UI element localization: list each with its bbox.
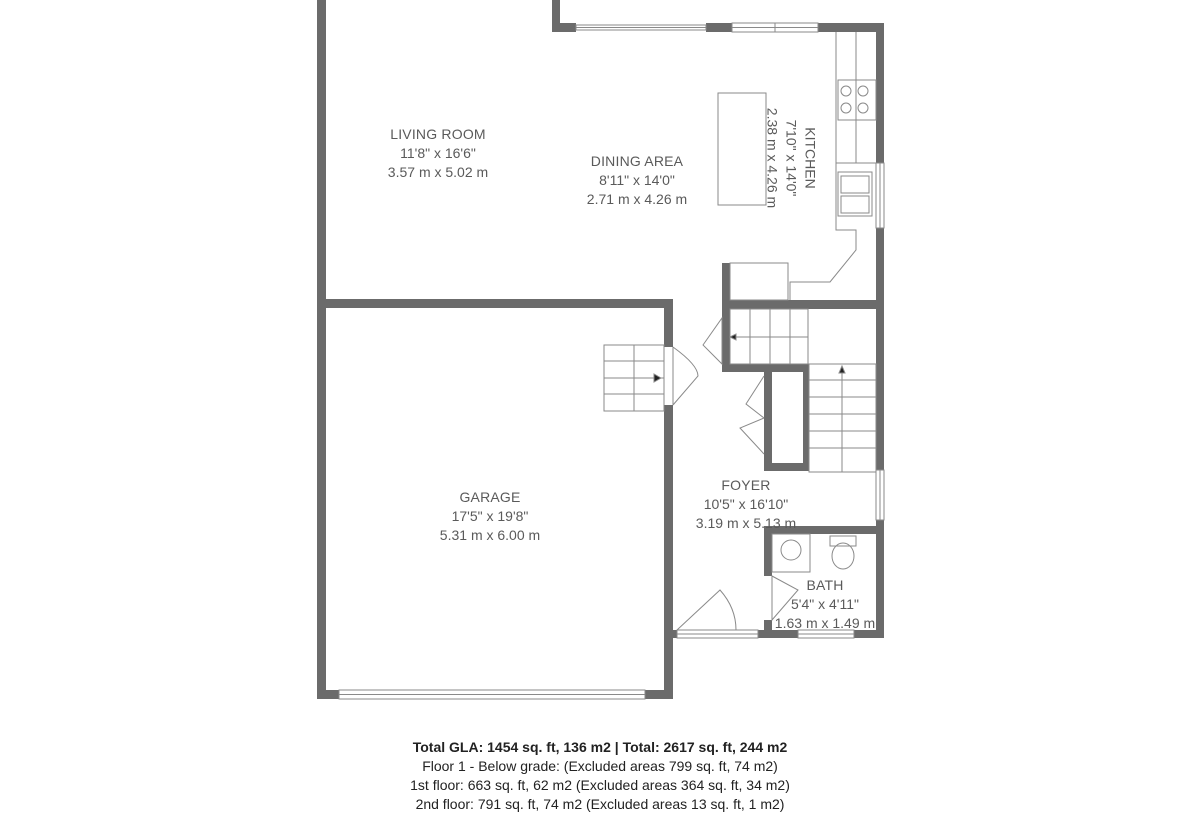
wall-top-left — [552, 23, 576, 32]
stairs-main — [809, 364, 876, 472]
wall-garage-right — [664, 299, 673, 347]
wall-closet-right — [803, 364, 809, 470]
room-dim-metric: 2.38 m x 4.26 m — [764, 107, 781, 209]
summary-total: Total GLA: 1454 sq. ft, 136 m2 | Total: 2617 sq. ft, 244 m2 — [412, 739, 788, 755]
room-dim-imperial: 7'10" x 14'0" — [783, 119, 800, 197]
stairs-upper — [703, 309, 808, 364]
room-label-bath — [775, 576, 875, 633]
door-garage-foyer — [673, 347, 698, 405]
wall-kitchen-bottom — [722, 300, 884, 309]
wall-stair-bottom — [722, 364, 808, 372]
door-closet-1 — [746, 376, 764, 418]
wall-foyer-bottom-left — [673, 630, 677, 638]
stove — [838, 80, 876, 120]
room-dim-imperial: 10'5" x 16'10" — [703, 496, 789, 512]
room-label-dining-area — [587, 152, 687, 209]
bath-fixtures — [772, 534, 856, 572]
toilet-tank — [830, 536, 856, 546]
wall-right-mid — [876, 228, 884, 470]
room-dim-metric: 3.19 m x 5.13 m — [695, 515, 797, 531]
room-name: LIVING ROOM — [390, 126, 486, 142]
toilet-bowl — [832, 543, 854, 569]
room-label-foyer — [696, 476, 796, 533]
room-dim-metric: 2.71 m x 4.26 m — [586, 191, 688, 207]
room-dim-imperial: 11'8" x 16'6" — [400, 145, 476, 161]
wall-right-upper — [876, 23, 884, 163]
wall-closet-left — [764, 372, 772, 470]
kitchen-sink — [838, 172, 872, 216]
kitchen-island — [718, 93, 766, 205]
wall-top-right — [818, 23, 884, 32]
room-dim-metric: 5.31 m x 6.00 m — [439, 527, 541, 543]
wall-garage-right-lower — [664, 405, 673, 699]
stairs-garage — [604, 345, 664, 411]
room-name: KITCHEN — [802, 127, 819, 189]
wall-garage-bottom-right — [645, 690, 673, 699]
wall-stair-left — [722, 309, 730, 371]
summary-floor1: Floor 1 - Below grade: (Excluded areas 799 sq. ft, 74 m2) — [422, 758, 778, 774]
room-name: DINING AREA — [590, 153, 684, 169]
room-dim-imperial: 17'5" x 19'8" — [451, 508, 529, 524]
wall-closet-bottom — [764, 463, 809, 471]
room-name: GARAGE — [459, 489, 521, 505]
room-name: FOYER — [721, 477, 771, 493]
wall-foyer-bottom-right — [758, 630, 772, 638]
wall-garage-bottom-left — [317, 690, 339, 699]
door-front — [677, 590, 736, 630]
room-name: BATH — [806, 577, 844, 593]
room-dim-metric: 1.63 m x 1.49 m — [774, 615, 876, 631]
door-closet-2 — [740, 418, 764, 454]
area-summary — [0, 738, 1200, 814]
summary-first-floor: 1st floor: 663 sq. ft, 62 m2 (Excluded areas 364 sq. ft, 34 m2) — [410, 777, 790, 793]
wall-living-garage — [317, 299, 673, 308]
wall-top-mid — [706, 23, 732, 32]
fridge-counter — [730, 263, 788, 300]
wall-garage-left — [317, 299, 326, 699]
room-label-living-room — [388, 125, 488, 182]
room-dim-imperial: 8'11" x 14'0" — [599, 172, 675, 188]
wall-kitchen-box-left — [722, 263, 730, 309]
wall-right-lower — [876, 520, 884, 638]
room-label-kitchen — [763, 108, 820, 208]
wall-living-left — [317, 0, 326, 300]
wall-bath-left — [764, 526, 772, 576]
room-dim-imperial: 5'4" x 4'11" — [791, 596, 859, 612]
room-label-garage — [440, 488, 540, 545]
room-dim-metric: 3.57 m x 5.02 m — [387, 164, 489, 180]
summary-second-floor: 2nd floor: 791 sq. ft, 74 m2 (Excluded areas 13 sq. ft, 1 m2) — [415, 796, 785, 812]
